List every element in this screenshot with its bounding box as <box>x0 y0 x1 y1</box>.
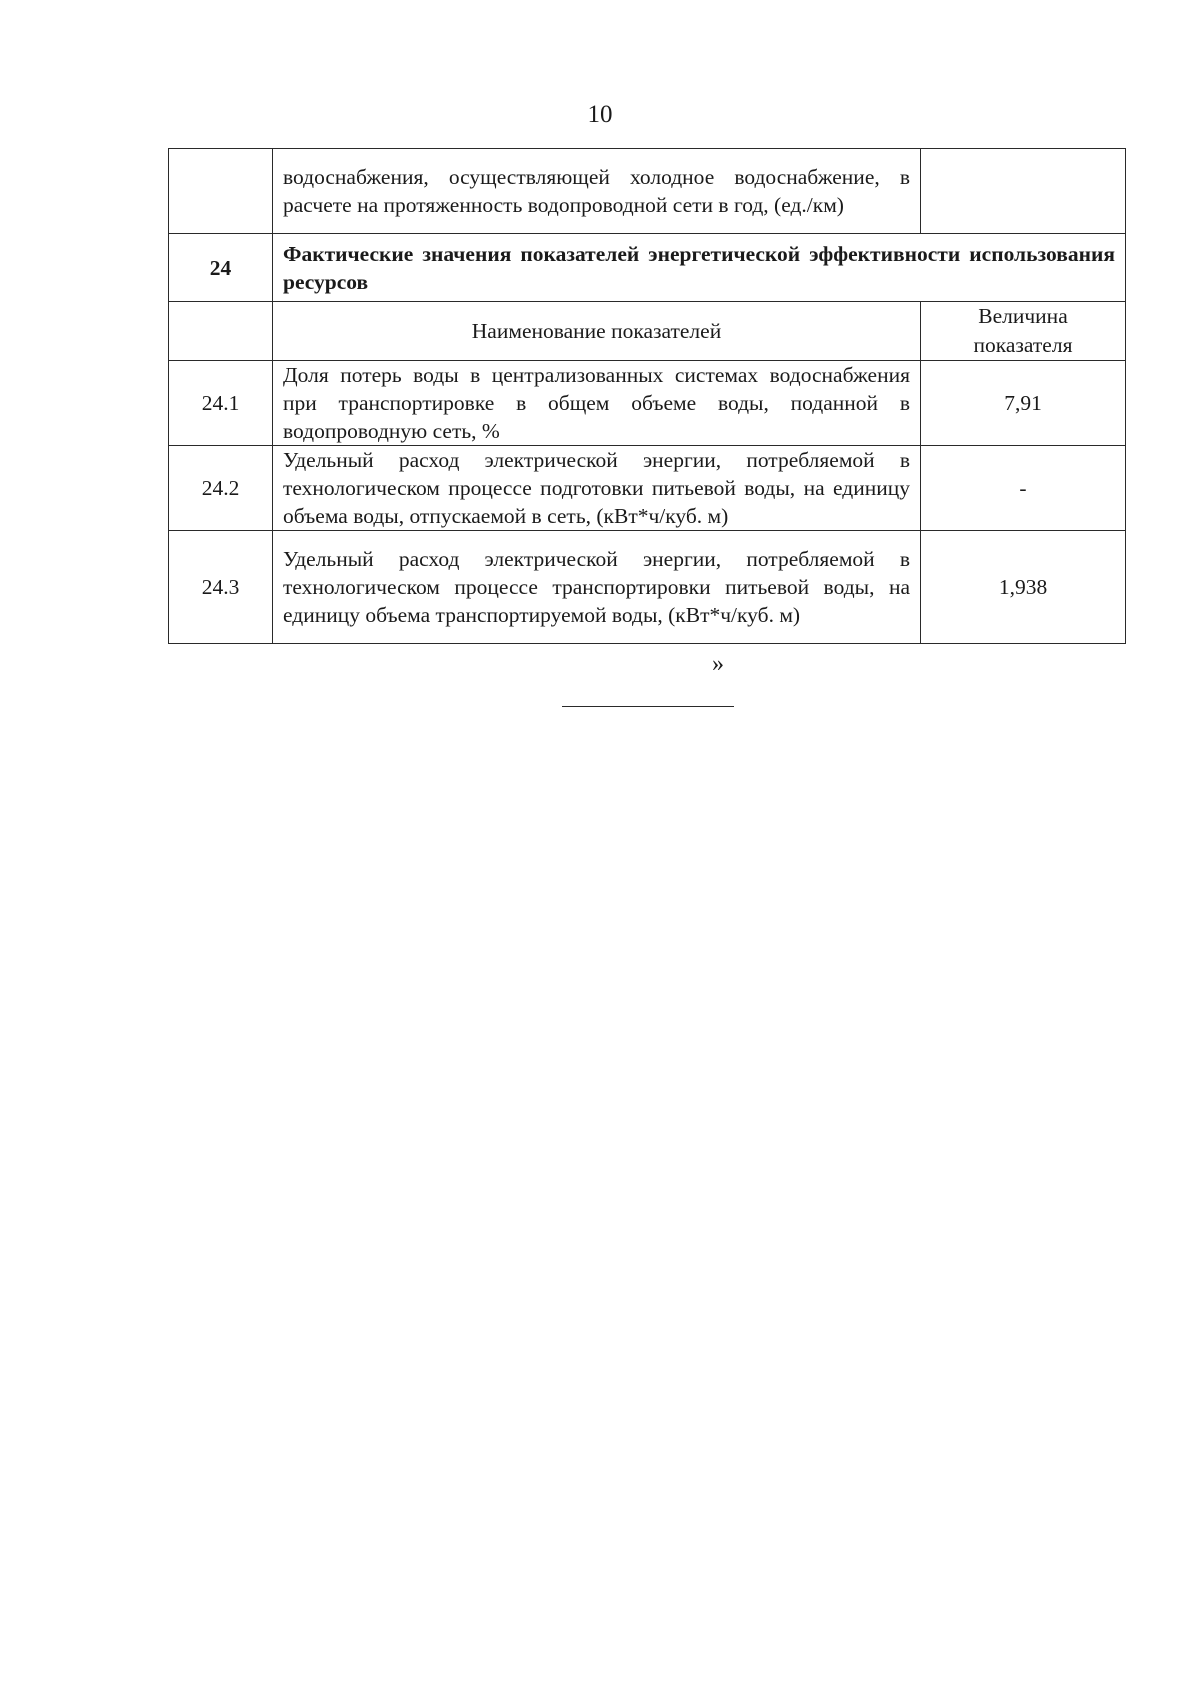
page-number: 10 <box>587 101 613 128</box>
row-value: 1,938 <box>921 531 1126 644</box>
closing-quote: » <box>712 651 724 677</box>
row-number: 24.2 <box>169 446 273 531</box>
row-number: 24.3 <box>169 531 273 644</box>
row-value <box>921 149 1126 234</box>
row-value: 7,91 <box>921 361 1126 446</box>
section-number: 24 <box>169 234 273 302</box>
row-description: Удельный расход электрической энергии, потребляемой в технологическом процессе подготовки питьевой воды, на единицу объема воды, отпускаемой в сеть, (кВт*ч/куб. м) <box>273 446 921 531</box>
header-name-cell: Наименование показателей <box>273 302 921 361</box>
header-value-cell: Величина показателя <box>921 302 1126 361</box>
end-divider-line <box>562 706 734 707</box>
row-number: 24.1 <box>169 361 273 446</box>
row-description: Доля потерь воды в централизованных системах водоснабжения при транспортировке в общем объеме воды, поданной в водопроводную сеть, % <box>273 361 921 446</box>
indicators-table <box>168 148 1126 644</box>
row-value: - <box>921 446 1126 531</box>
section-title: Фактические значения показателей энергетической эффективности использования ресурсов <box>273 234 1126 302</box>
table-row <box>169 531 1126 644</box>
row-description: Удельный расход электрической энергии, потребляемой в технологическом процессе транспортировки питьевой воды, на единицу объема транспортируемой воды, (кВт*ч/куб. м) <box>273 531 921 644</box>
table-row-section <box>169 234 1126 302</box>
table-row-continuation <box>169 149 1126 234</box>
table-row <box>169 446 1126 531</box>
header-number-cell <box>169 302 273 361</box>
table-row <box>169 361 1126 446</box>
row-number <box>169 149 273 234</box>
row-description: водоснабжения, осуществляющей холодное водоснабжение, в расчете на протяженность водопроводной сети в год, (ед./км) <box>273 149 921 234</box>
table-header-row <box>169 302 1126 361</box>
